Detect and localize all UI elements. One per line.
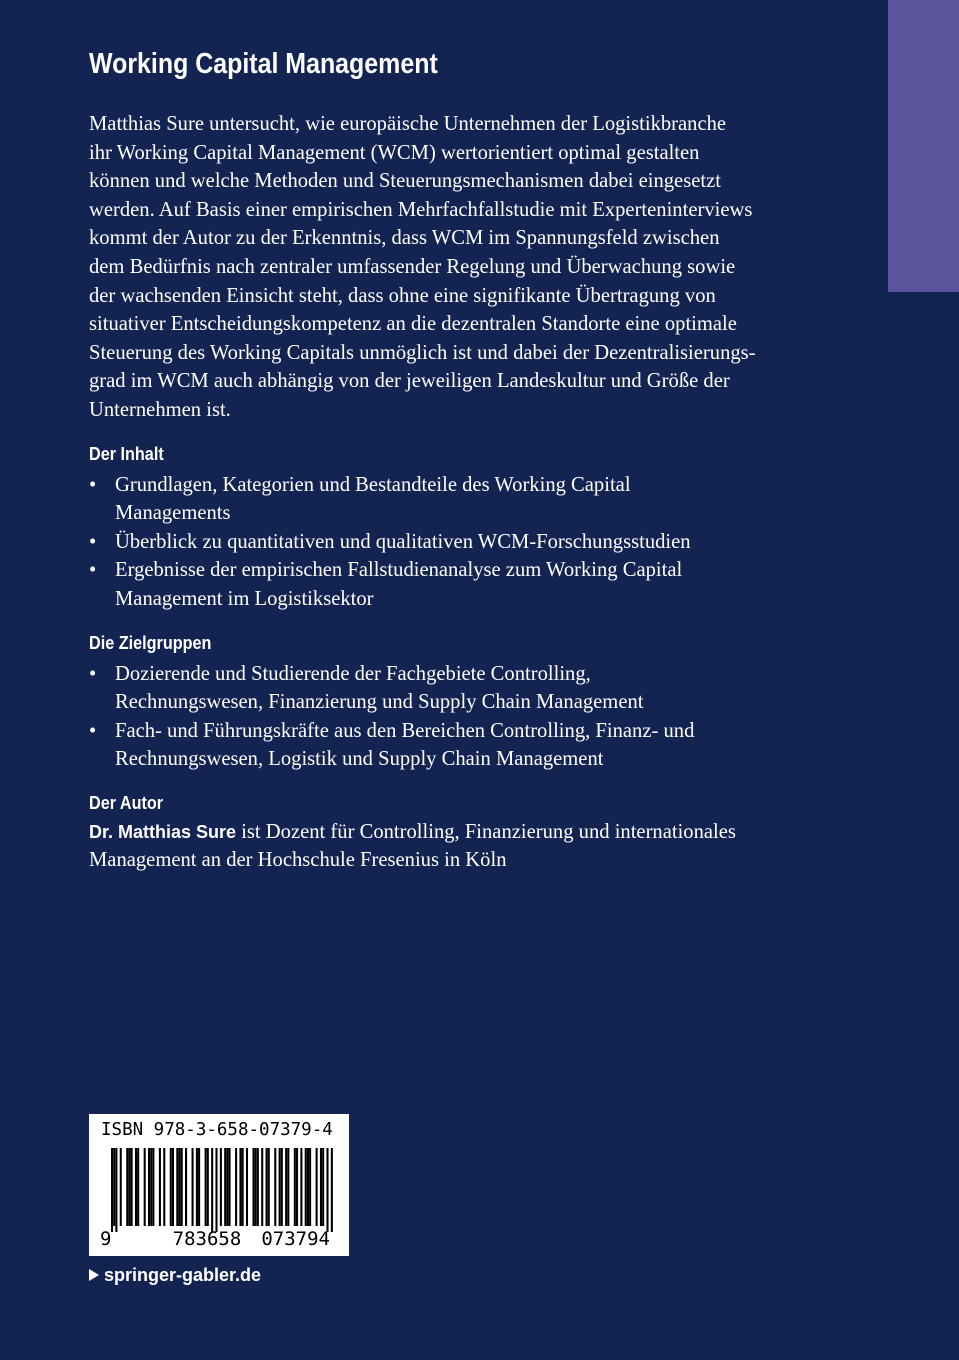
barcode-bar: [307, 1148, 309, 1226]
barcode-bar: [205, 1148, 207, 1226]
barcode-bar: [274, 1148, 276, 1226]
barcode-bar: [266, 1148, 268, 1226]
ean-digits-left: 783658: [172, 1228, 242, 1250]
list-item-line: Rechnungswesen, Finanzierung und Supply Chain Management: [115, 691, 644, 714]
list-item-line: Ergebnisse der empirischen Fallstudienanalyse zum Working Capital: [115, 559, 683, 582]
barcode-bar: [126, 1148, 128, 1226]
barcode-bar: [287, 1148, 289, 1226]
inhalt-list: [89, 471, 809, 614]
barcode-bar: [252, 1148, 254, 1226]
barcode-bar: [131, 1148, 133, 1226]
barcode-bar: [331, 1148, 333, 1232]
barcode-bar: [281, 1148, 283, 1226]
list-item-line: Fach- und Führungskräfte aus den Bereichen Controlling, Finanz- und: [115, 719, 695, 742]
barcode-bar: [159, 1148, 161, 1226]
barcode-bar: [181, 1148, 183, 1226]
list-item-line: Managements: [115, 502, 231, 525]
barcode-icon: [89, 1146, 349, 1256]
intro-line: Matthias Sure untersucht, wie europäische Unternehmen der Logistikbranche: [89, 113, 727, 135]
author-name: Dr. Matthias Sure: [89, 821, 237, 842]
barcode-bar: [296, 1148, 298, 1226]
bullet-icon: •: [89, 662, 97, 685]
list-item: [89, 471, 809, 528]
intro-line: Unternehmen ist.: [89, 398, 231, 421]
barcode-bar: [178, 1148, 180, 1226]
barcode-bar: [279, 1148, 281, 1226]
barcode-bar: [326, 1148, 328, 1232]
section-heading-zielgruppen: Die Zielgruppen: [89, 632, 212, 653]
barcode-bar: [257, 1148, 259, 1226]
barcode-bar: [120, 1148, 122, 1226]
list-item-line: Management im Logistiksektor: [115, 587, 374, 610]
isbn-label: ISBN 978-3-658-07379-4: [101, 1120, 333, 1140]
barcode-bar: [211, 1148, 213, 1232]
ean-digit-prefix: 9: [100, 1228, 112, 1250]
barcode-bar: [322, 1148, 324, 1226]
barcode-bar: [115, 1148, 117, 1232]
barcode-bar: [185, 1148, 187, 1226]
section-heading-inhalt: Der Inhalt: [89, 443, 164, 464]
intro-line: dem Bedürfnis nach zentraler umfassender Regelung und Überwachung sowie: [89, 255, 736, 278]
barcode-bar: [137, 1148, 139, 1226]
barcode-bar: [176, 1148, 178, 1226]
list-item-line: Dozierende und Studierende der Fachgebiete Controlling,: [115, 662, 591, 685]
author-bio-line: ist Dozent für Controlling, Finanzierung und internationales: [236, 820, 736, 843]
zielgruppen-list: [89, 660, 809, 774]
barcode-bar: [220, 1148, 222, 1226]
publisher-website[interactable]: [89, 1262, 261, 1288]
bullet-icon: •: [89, 559, 97, 582]
bullet-icon: •: [89, 530, 97, 553]
barcode-bar: [305, 1148, 307, 1226]
barcode-bar: [309, 1148, 311, 1226]
intro-line: können und welche Methoden und Steuerungsmechanismen dabei eingesetzt: [89, 170, 721, 193]
barcode-bar: [316, 1148, 318, 1226]
list-item-line: Rechnungswesen, Logistik und Supply Chain Management: [115, 748, 604, 771]
page-title: Working Capital Management: [89, 48, 438, 80]
list-item: [89, 556, 809, 613]
intro-line: grad im WCM auch abhängig von der jeweiligen Landeskultur und Größe der: [89, 370, 730, 393]
barcode-bar: [294, 1148, 296, 1226]
barcode-bar: [170, 1148, 172, 1226]
barcode-bar: [152, 1148, 154, 1226]
barcode-bar: [229, 1148, 231, 1226]
section-heading-autor: Der Autor: [89, 792, 164, 813]
barcode-box: [89, 1114, 349, 1256]
play-triangle-icon: [89, 1269, 99, 1281]
barcode-bar: [172, 1148, 174, 1226]
back-cover-content: [89, 110, 809, 875]
barcode-bar: [320, 1148, 322, 1226]
bullet-icon: •: [89, 719, 97, 742]
barcode-bar: [285, 1148, 287, 1226]
barcode-bar: [268, 1148, 270, 1226]
intro-line: kommt der Autor zu der Erkenntnis, dass WCM im Spannungsfeld zwischen: [89, 227, 720, 250]
barcode-bar: [261, 1148, 263, 1226]
barcode-bar: [148, 1148, 150, 1226]
barcode-bar: [255, 1148, 257, 1226]
website-text: springer-gabler.de: [104, 1265, 262, 1285]
intro-line: werden. Auf Basis einer empirischen Mehrfachfallstudie mit Experteninterviews: [89, 198, 753, 221]
barcode-bar: [235, 1148, 237, 1226]
bullet-icon: •: [89, 473, 97, 496]
ean-digits-right: 073794: [261, 1228, 330, 1250]
list-item-line: Überblick zu quantitativen und qualitativen WCM-Forschungsstudien: [115, 530, 691, 553]
author-bio-line: Management an der Hochschule Fresenius in Köln: [89, 849, 507, 872]
barcode-bar: [196, 1148, 198, 1226]
barcode-bar: [128, 1148, 130, 1226]
intro-line: Steuerung des Working Capitals unmöglich ist und dabei der Dezentralisierungs-: [89, 341, 756, 364]
intro-line: der wachsenden Einsicht steht, dass ohne eine signifikante Übertragung von: [89, 284, 716, 307]
barcode-bar: [135, 1148, 137, 1226]
barcode-bar: [226, 1148, 228, 1226]
list-item: [89, 717, 809, 774]
barcode-bar: [207, 1148, 209, 1226]
barcode-bar: [224, 1148, 226, 1226]
barcode-bar: [144, 1148, 146, 1226]
barcode-bar: [198, 1148, 200, 1226]
barcode-bar: [192, 1148, 194, 1226]
list-item: [89, 660, 809, 717]
intro-line: ihr Working Capital Management (WCM) wertorientiert optimal gestalten: [89, 141, 700, 164]
intro-line: situativer Entscheidungskompetenz an die dezentralen Standorte eine optimale: [89, 313, 737, 336]
list-item-line: Grundlagen, Kategorien und Bestandteile des Working Capital: [115, 473, 631, 496]
barcode-bar: [113, 1148, 115, 1226]
author-bio: [89, 818, 809, 875]
barcode-bar: [239, 1148, 241, 1226]
list-item: [89, 528, 809, 557]
barcode-bar: [111, 1148, 113, 1232]
barcode-bar: [163, 1148, 165, 1226]
barcode-bar: [215, 1148, 217, 1232]
barcode-bar: [300, 1148, 302, 1226]
barcode-bar: [150, 1148, 152, 1226]
barcode-bar: [242, 1148, 244, 1226]
accent-tab: [888, 0, 959, 292]
intro-paragraph: [89, 110, 809, 425]
barcode-bar: [246, 1148, 248, 1226]
